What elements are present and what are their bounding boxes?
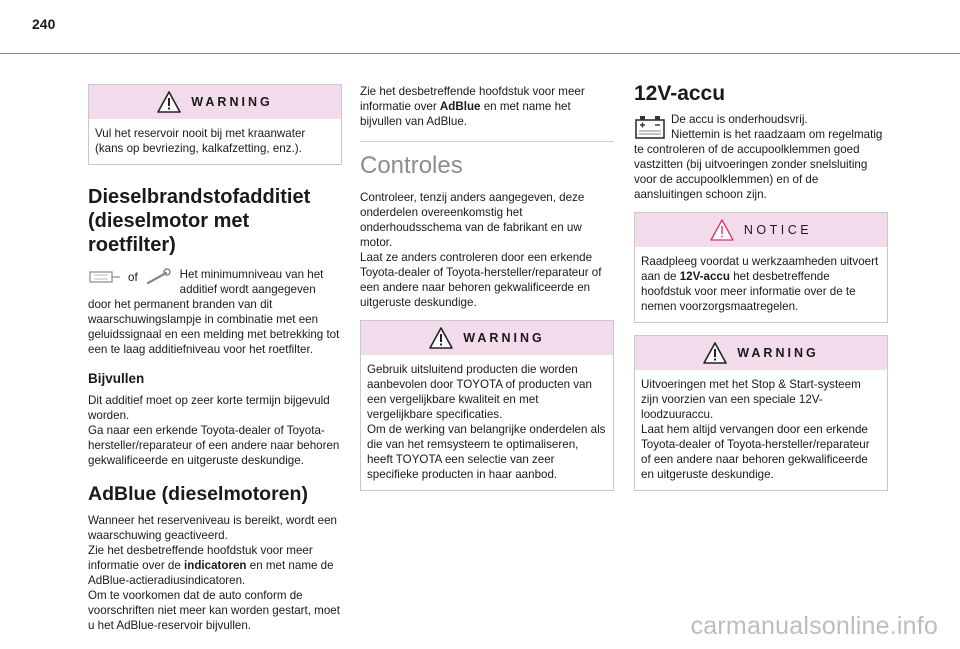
- controls-text-2: Laat ze anders controleren door een erkende Toyota-dealer of Toyota-hersteller/reparateur of een andere naar behoren gekwalificeerde en uitgeruste deskundige.: [360, 251, 602, 309]
- warning-box-battery: [634, 335, 888, 491]
- additive-of: of: [128, 270, 138, 284]
- adblue-text-3: Om te voorkomen dat de auto conform de voorschriften niet meer kan worden gestart, moet u het AdBlue-reservoir bijvullen.: [88, 589, 340, 632]
- battery-text-2: Niettemin is het raadzaam om regelmatig te controleren of de accupoolklemmen goed vastzitten (bij uitvoeringen zonder snelsluiting voor de accupoolklemmen) en of de aansluitingen schoon zijn.: [634, 128, 883, 201]
- column-middle: [360, 84, 614, 491]
- warning-box-header: [89, 85, 341, 119]
- adblue-text-2: Zie het desbetreffende hoofdstuk voor meer informatie over de indicatoren en met name de AdBlue-actieradiusindicatoren.: [88, 544, 334, 587]
- warning-text-2: Laat hem altijd vervangen door een erkende Toyota-dealer of Toyota-hersteller/reparateur of een andere naar behoren gekwalificeerde en uitgeruste deskundige.: [641, 423, 870, 481]
- controls-text-1: Controleer, tenzij anders aangegeven, deze onderdelen overeenkomstig het onderhoudsschema van de fabrikant en uw motor.: [360, 191, 585, 249]
- refill-heading: Bijvullen: [88, 371, 145, 386]
- warning-box-body: [635, 370, 887, 490]
- warning-box-products: [360, 320, 614, 491]
- warning-triangle-icon: [157, 91, 181, 113]
- header-divider: [0, 53, 960, 54]
- notice-triangle-icon: [710, 219, 734, 241]
- notice-box: [634, 212, 888, 323]
- column-right: [634, 84, 888, 491]
- warning-box-tapwater: [88, 84, 342, 165]
- adblue-heading: AdBlue (dieselmotoren): [88, 483, 308, 505]
- watermark: carmanualsonline.info: [690, 612, 938, 640]
- battery-text-1: De accu is onderhoudsvrij.: [671, 113, 808, 126]
- controls-heading: Controles: [360, 152, 463, 179]
- notice-box-body: [635, 247, 887, 322]
- adblue-reference-text: Zie het desbetreffende hoofdstuk voor meer informatie over AdBlue en met name het bijvullen van AdBlue.: [360, 85, 585, 128]
- additive-warning-icons: [88, 267, 172, 287]
- adblue-text-1: Wanneer het reserveniveau is bereikt, wordt een waarschuwing geactiveerd.: [88, 514, 337, 542]
- warning-box-body: [89, 119, 341, 164]
- warning-text: Vul het reservoir nooit bij met kraanwater (kans op bevriezing, kalkafzetting, enz.).: [95, 127, 306, 155]
- notice-box-title: NOTICE: [743, 223, 813, 237]
- battery-section: [634, 112, 888, 202]
- warning-triangle-icon: [703, 342, 727, 364]
- battery-heading: 12V-accu: [634, 82, 726, 105]
- fuel-filter-lamp-icon: [88, 267, 122, 287]
- column-left: [88, 84, 342, 633]
- refill-text-1: Dit additief moet op zeer korte termijn bijgevuld worden.: [88, 394, 330, 422]
- warning-box-title: WARNING: [737, 346, 819, 360]
- refill-text-2: Ga naar een erkende Toyota-dealer of Toyota-hersteller/reparateur of een andere naar behoren gekwalificeerde en uitgeruste deskundige.: [88, 424, 340, 467]
- warning-box-header: [361, 321, 613, 355]
- warning-text-1: Gebruik uitsluitend producten die worden aanbevolen door TOYOTA of producten van een vergelijkbare kwaliteit en met vergelijkbare specificaties.: [367, 363, 592, 421]
- controls-section: [360, 141, 614, 180]
- warning-box-title: WARNING: [463, 331, 545, 345]
- warning-triangle-icon: [429, 327, 453, 349]
- notice-text: Raadpleeg voordat u werkzaamheden uitvoert aan de 12V-accu het desbetreffende hoofdstuk voor meer informatie over de te nemen voorzorgsmaatregelen.: [641, 255, 879, 313]
- warning-text-2: Om de werking van belangrijke onderdelen als die van het remsysteem te optimaliseren, heeft TOYOTA een selectie van zeer specifieke producten in haar aanbod.: [367, 423, 606, 481]
- warning-text-1: Uitvoeringen met het Stop & Start-systeem zijn voorzien van een speciale 12V-loodzuuraccu.: [641, 378, 861, 421]
- warning-box-header: [635, 336, 887, 370]
- service-wrench-icon: [144, 267, 172, 287]
- battery-icon: [634, 114, 666, 140]
- additive-section: [88, 267, 342, 357]
- notice-box-header: [635, 213, 887, 247]
- additive-heading: Dieselbrandstofadditiet (dieselmotor met roetfilter): [88, 186, 311, 256]
- warning-box-title: WARNING: [191, 95, 273, 109]
- additive-text: Het minimumniveau van het additief wordt aangegeven door het permanent branden van dit waarschuwingslampje in combinatie met een geluidssignaal en een melding met betrekking tot een te laag additiefniveau voor het roetfilter.: [88, 268, 340, 356]
- page-number: 240: [32, 16, 56, 32]
- warning-box-body: [361, 355, 613, 490]
